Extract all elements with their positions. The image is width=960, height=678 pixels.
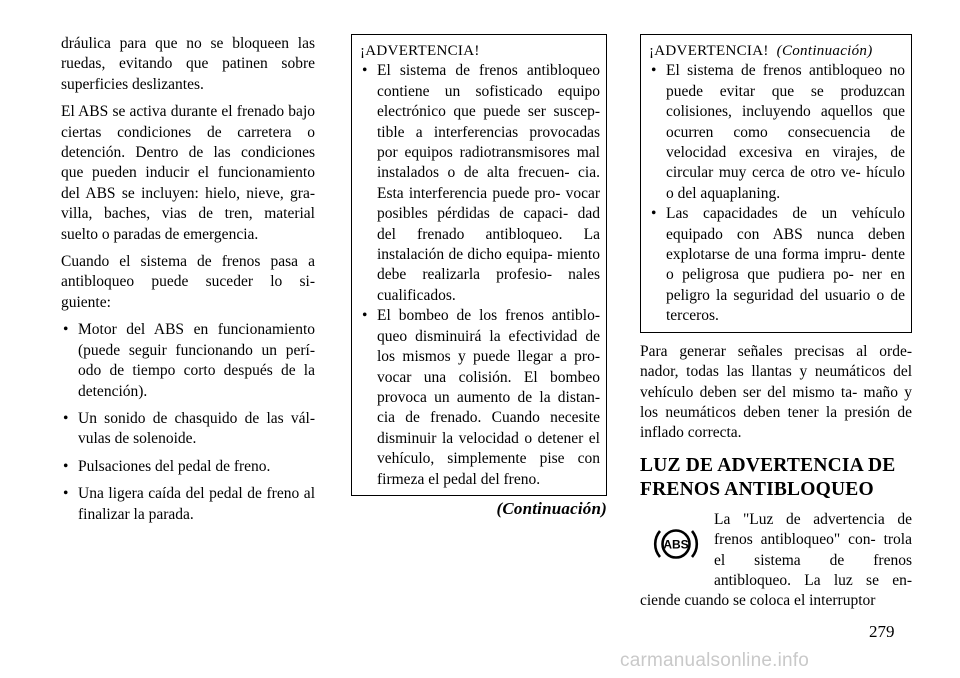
abs-icon-label: ABS bbox=[663, 537, 689, 552]
warning-title-line bbox=[649, 41, 905, 61]
list-item: • Un sonido de chasquido de las vál- vulas de solenoide. bbox=[61, 409, 315, 450]
warning-box-continued bbox=[640, 34, 912, 333]
list-item: • Pulsaciones del pedal de freno. bbox=[61, 457, 315, 477]
warning-list bbox=[360, 61, 600, 490]
warning-title: ¡ADVERTENCIA! bbox=[360, 43, 480, 59]
abs-light-paragraph: La "Luz de advertencia de frenos antibloqueo" con- trola el sistema de frenos antibloqueo. La luz se en- ciende cuando se coloca el interruptor bbox=[640, 510, 912, 610]
list-item: • Una ligera caída del pedal de freno al finalizar la parada. bbox=[61, 484, 315, 525]
list-item: • El sistema de frenos antibloqueo no puede evitar que se produzcan colisiones, incluyendo aquellos que ocurren como consecuencia de velocidad excesiva en virajes, de circular muy cerca de otro ve- hículo o del aquaplaning. bbox=[649, 61, 905, 204]
intro-paragraph: dráulica para que no se bloqueen las ruedas, evitando que patinen sobre superficies deslizantes. bbox=[61, 35, 315, 93]
antilock-effects-paragraph: Cuando el sistema de frenos pasa a antibloqueo puede suceder lo si- guiente: bbox=[61, 253, 315, 311]
column-1 bbox=[61, 34, 315, 532]
continuation-note: (Continuación) bbox=[496, 498, 607, 518]
page-number: 279 bbox=[869, 622, 895, 641]
section-heading: LUZ DE ADVERTENCIA DE FRENOS ANTIBLOQUEO bbox=[640, 454, 896, 500]
tire-size-paragraph: Para generar señales precisas al orde- nador, todas las llantas y neumáticos del vehículo deben ser del mismo ta- maño y los neumáticos deben tener la presión de inflado correcta. bbox=[640, 342, 912, 442]
warning-continued-label: (Continuación) bbox=[776, 43, 873, 59]
watermark: carmanualsonline.info bbox=[620, 650, 810, 671]
abs-light-description bbox=[640, 510, 912, 612]
warning-title: ¡ADVERTENCIA! bbox=[649, 43, 769, 59]
abs-warning-icon bbox=[648, 510, 704, 578]
list-item: • El bombeo de los frenos antiblo- queo disminuirá la efectividad de los mismos y puede llegar a pro- vocar una colisión. El bombeo provoca un aumento de la distan- cia de frenado. Cuando necesite disminuir la velocidad o detener el vehículo, simplemente pise con firmeza el pedal del freno. bbox=[360, 306, 600, 490]
list-item: • Motor del ABS en funcionamiento (puede seguir funcionando un perí- odo de tiempo corto después de la detención). bbox=[61, 320, 315, 402]
column-3 bbox=[640, 34, 912, 619]
warning-box bbox=[351, 34, 607, 496]
list-item: • Las capacidades de un vehículo equipado con ABS nunca deben explotarse de una forma impru- dente o peligrosa que pudiera po- ner en peligro la seguridad del usuario o de terceros. bbox=[649, 204, 905, 326]
abs-activation-paragraph: El ABS se activa durante el frenado bajo ciertas condiciones de carretera o detención. Dentro de las condiciones que pueden inducir el funcionamiento del ABS se incluyen: hielo, nieve, gra- villa, baches, vias de tren, material suelto o paradas de emergencia. bbox=[61, 103, 315, 243]
warning-list bbox=[649, 61, 905, 326]
list-item: • El sistema de frenos antibloqueo contiene un sofisticado equipo electrónico que puede ser suscep- tible a interferencias provocadas por equipos radiotransmisores mal instalados o de alta frecuen- cia. Esta interferencia puede pro- vocar posibles pérdidas de capaci- dad del frenado antibloqueo. La instalación de dicho equipa- miento debe realizarla profesio- nales cualificados. bbox=[360, 61, 600, 306]
antilock-effects-list bbox=[61, 320, 315, 525]
column-2 bbox=[351, 34, 607, 519]
